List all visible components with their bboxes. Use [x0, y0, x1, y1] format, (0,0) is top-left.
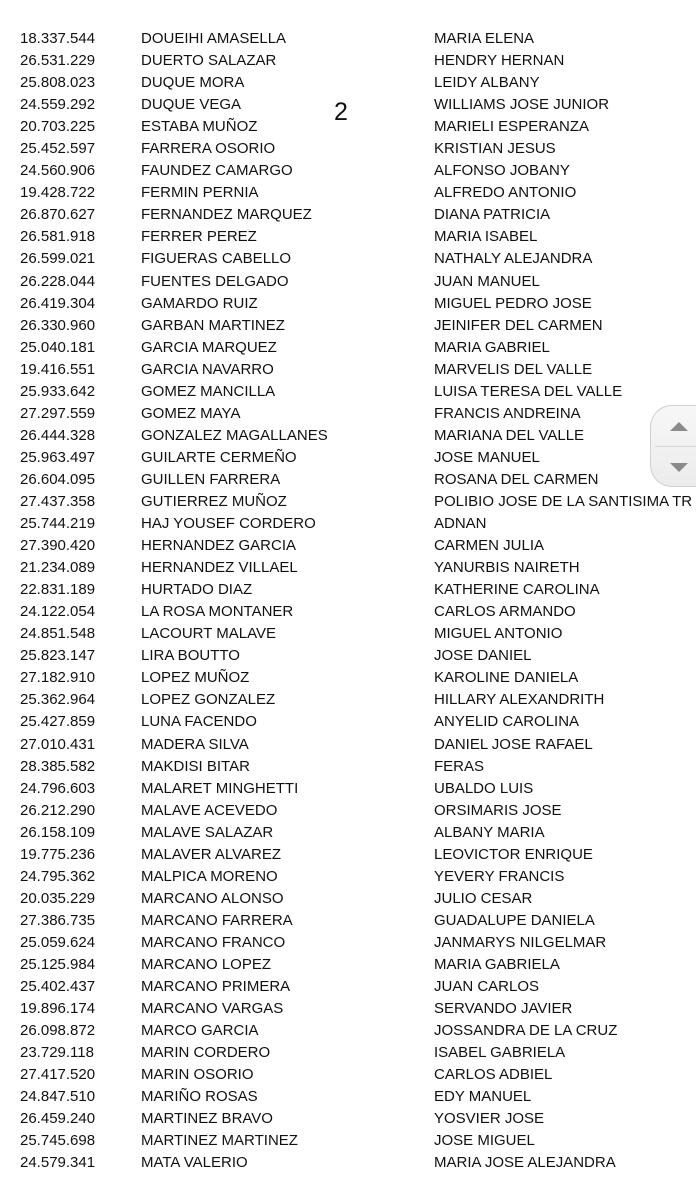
last-name: DUERTO SALAZAR: [141, 52, 277, 70]
last-name: MALARET MINGHETTI: [141, 779, 299, 797]
list-row: [0, 976, 696, 998]
list-row: [0, 866, 696, 888]
id-number: 21.234.089: [20, 559, 96, 577]
first-name: YANURBIS NAIRETH: [434, 559, 580, 577]
id-number: 24.559.292: [20, 96, 96, 114]
list-row: [0, 491, 696, 513]
last-name: MATA VALERIO: [141, 1154, 248, 1172]
last-name: HAJ YOUSEF CORDERO: [141, 515, 316, 533]
id-number: 26.419.304: [20, 294, 96, 312]
first-name: JUAN MANUEL: [434, 272, 540, 290]
list-row: [0, 94, 696, 116]
first-name: JULIO CESAR: [434, 889, 533, 907]
last-name: GOMEZ MANCILLA: [141, 382, 276, 400]
list-row: [0, 822, 696, 844]
id-number: 25.059.624: [20, 933, 96, 951]
list-row: [0, 72, 696, 94]
list-row: [0, 1042, 696, 1064]
last-name: MARCANO PRIMERA: [141, 978, 291, 996]
list-row: [0, 844, 696, 866]
page-number: 2: [334, 98, 348, 126]
first-name: LEIDY ALBANY: [434, 74, 540, 92]
id-number: 27.182.910: [20, 669, 96, 687]
first-name: ANYELID CAROLINA: [434, 713, 580, 731]
last-name: DOUEIHI AMASELLA: [141, 30, 287, 47]
id-number: 19.775.236: [20, 845, 96, 863]
list-row: [0, 734, 696, 756]
last-name: MAKDISI BITAR: [141, 757, 250, 775]
first-name: KAROLINE DANIELA: [434, 669, 579, 687]
id-number: 25.452.597: [20, 140, 96, 158]
list-row: [0, 689, 696, 711]
last-name: LIRA BOUTTO: [141, 647, 240, 665]
first-name: KRISTIAN JESUS: [434, 140, 556, 158]
last-name: GAMARDO RUIZ: [141, 294, 258, 312]
last-name: GARCIA MARQUEZ: [141, 338, 277, 356]
last-name: GUILARTE CERMEÑO: [141, 448, 297, 466]
list-row: [0, 910, 696, 932]
list-row: [0, 711, 696, 733]
first-name: YEVERY FRANCIS: [434, 867, 565, 885]
list-row: [0, 579, 696, 601]
last-name: MARCANO VARGAS: [141, 1000, 284, 1018]
id-number: 24.847.510: [20, 1088, 96, 1106]
list-row: [0, 535, 696, 557]
list-row: [0, 315, 696, 337]
last-name: MARCO GARCIA: [141, 1022, 259, 1040]
list-row: [0, 623, 696, 645]
scroll-controls: [650, 405, 696, 487]
id-number: 24.122.054: [20, 603, 96, 621]
id-number: 26.212.290: [20, 801, 96, 819]
last-name: MARCANO FARRERA: [141, 911, 293, 929]
id-number: 25.427.859: [20, 713, 96, 731]
last-name: FARRERA OSORIO: [141, 140, 276, 158]
last-name: MALAVER ALVAREZ: [141, 845, 282, 863]
first-name: FERAS: [434, 757, 485, 775]
id-number: 26.228.044: [20, 272, 96, 290]
id-number: 27.390.420: [20, 537, 96, 555]
first-name: HILLARY ALEXANDRITH: [434, 691, 605, 709]
list-row: [0, 778, 696, 800]
last-name: HERNANDEZ GARCIA: [141, 537, 297, 555]
list-row: [0, 182, 696, 204]
list-row: [0, 138, 696, 160]
id-number: 26.330.960: [20, 316, 96, 334]
first-name: CARMEN JULIA: [434, 537, 545, 555]
last-name: MARCANO ALONSO: [141, 889, 284, 907]
id-number: 25.823.147: [20, 647, 96, 665]
id-number: 25.744.219: [20, 515, 96, 533]
first-name: UBALDO LUIS: [434, 779, 534, 797]
list-row: [0, 513, 696, 535]
last-name: HURTADO DIAZ: [141, 581, 253, 599]
last-name: HERNANDEZ VILLAEL: [141, 559, 298, 577]
last-name: GARBAN MARTINEZ: [141, 316, 285, 334]
first-name: MARIA ISABEL: [434, 228, 538, 246]
last-name: MARTINEZ MARTINEZ: [141, 1132, 298, 1150]
scroll-down-button[interactable]: [661, 450, 696, 486]
last-name: MADERA SILVA: [141, 735, 249, 753]
last-name: FERNANDEZ MARQUEZ: [141, 206, 312, 224]
first-name: MARIA ELENA: [434, 30, 535, 47]
list-row: [0, 226, 696, 248]
last-name: LACOURT MALAVE: [141, 625, 277, 643]
last-name: MALAVE SALAZAR: [141, 823, 274, 841]
last-name: FAUNDEZ CAMARGO: [141, 162, 293, 180]
list-row: [0, 557, 696, 579]
id-number: 20.035.229: [20, 889, 96, 907]
list-row: [0, 1086, 696, 1108]
id-number: 26.599.021: [20, 250, 96, 268]
first-name: MARIANA DEL VALLE: [434, 426, 585, 444]
last-name: MARCANO FRANCO: [141, 933, 286, 951]
last-name: MALAVE ACEVEDO: [141, 801, 278, 819]
first-name: GUADALUPE DANIELA: [434, 911, 595, 929]
first-name: MARIA JOSE ALEJANDRA: [434, 1154, 616, 1172]
id-number: 24.560.906: [20, 162, 96, 180]
first-name: JANMARYS NILGELMAR: [434, 933, 607, 951]
id-number: 26.531.229: [20, 52, 96, 70]
list-row: [0, 359, 696, 381]
id-number: 25.040.181: [20, 338, 96, 356]
first-name: KATHERINE CAROLINA: [434, 581, 600, 599]
list-row: [0, 954, 696, 976]
id-number: 24.851.548: [20, 625, 96, 643]
id-number: 25.808.023: [20, 74, 96, 92]
last-name: GONZALEZ MAGALLANES: [141, 426, 328, 444]
list-row: [0, 469, 696, 491]
last-name: GUILLEN FARRERA: [141, 470, 281, 488]
first-name: HENDRY HERNAN: [434, 52, 565, 70]
first-name: MARIELI ESPERANZA: [434, 118, 590, 136]
last-name: FERRER PEREZ: [141, 228, 257, 246]
first-name: POLIBIO JOSE DE LA SANTISIMA TR: [434, 492, 693, 510]
id-number: 24.795.362: [20, 867, 96, 885]
id-number: 24.579.341: [20, 1154, 96, 1172]
scroll-up-button[interactable]: [661, 408, 696, 444]
last-name: MALPICA MORENO: [141, 867, 278, 885]
list-row: [0, 998, 696, 1020]
last-name: GUTIERREZ MUÑOZ: [141, 492, 287, 510]
first-name: ROSANA DEL CARMEN: [434, 470, 599, 488]
list-row: [0, 888, 696, 910]
list-row: [0, 271, 696, 293]
id-number: 26.459.240: [20, 1110, 96, 1128]
last-name: LOPEZ MUÑOZ: [141, 669, 250, 687]
last-name: MARTINEZ BRAVO: [141, 1110, 273, 1128]
last-name: DUQUE MORA: [141, 74, 245, 92]
list-row: [0, 1152, 696, 1174]
list-row: [0, 337, 696, 359]
id-number: 27.417.520: [20, 1066, 96, 1084]
list-row: [0, 248, 696, 270]
first-name: LUISA TERESA DEL VALLE: [434, 382, 623, 400]
list-row: [0, 1130, 696, 1152]
first-name: ALBANY MARIA: [434, 823, 545, 841]
chevron-up-icon: [668, 419, 690, 433]
id-number: 19.416.551: [20, 360, 96, 378]
list-row: [0, 932, 696, 954]
list-row: [0, 601, 696, 623]
first-name: NATHALY ALEJANDRA: [434, 250, 593, 268]
first-name: MIGUEL PEDRO JOSE: [434, 294, 592, 312]
last-name: MARCANO LOPEZ: [141, 955, 272, 973]
last-name: LUNA FACENDO: [141, 713, 257, 731]
first-name: CARLOS ARMANDO: [434, 603, 576, 621]
first-name: ORSIMARIS JOSE: [434, 801, 562, 819]
first-name: MIGUEL ANTONIO: [434, 625, 563, 643]
first-name: MARVELIS DEL VALLE: [434, 360, 593, 378]
first-name: LEOVICTOR ENRIQUE: [434, 845, 593, 863]
first-name: YOSVIER JOSE: [434, 1110, 545, 1128]
id-number: 26.158.109: [20, 823, 96, 841]
last-name: LA ROSA MONTANER: [141, 603, 294, 621]
chevron-down-icon: [668, 461, 690, 475]
list-row: [0, 447, 696, 469]
list-row: [0, 1064, 696, 1086]
first-name: WILLIAMS JOSE JUNIOR: [434, 96, 610, 114]
first-name: ADNAN: [434, 515, 487, 533]
id-number: 27.437.358: [20, 492, 96, 510]
first-name: JOSE MIGUEL: [434, 1132, 535, 1150]
list-row: [0, 403, 696, 425]
first-name: SERVANDO JAVIER: [434, 1000, 573, 1018]
first-name: JOSE MANUEL: [434, 448, 540, 466]
first-name: MARIA GABRIEL: [434, 338, 550, 356]
last-name: GOMEZ MAYA: [141, 404, 241, 422]
id-number: 25.402.437: [20, 978, 96, 996]
last-name: LOPEZ GONZALEZ: [141, 691, 276, 709]
list-row: [0, 116, 696, 138]
first-name: ISABEL GABRIELA: [434, 1044, 566, 1062]
first-name: DANIEL JOSE RAFAEL: [434, 735, 593, 753]
last-name: GARCIA NAVARRO: [141, 360, 274, 378]
first-name: ALFONSO JOBANY: [434, 162, 570, 180]
first-name: JUAN CARLOS: [434, 978, 540, 996]
last-name: MARIÑO ROSAS: [141, 1088, 258, 1106]
id-number: 19.428.722: [20, 184, 96, 202]
last-name: MARIN OSORIO: [141, 1066, 254, 1084]
first-name: JEINIFER DEL CARMEN: [434, 316, 603, 334]
list-row: [0, 160, 696, 182]
first-name: CARLOS ADBIEL: [434, 1066, 553, 1084]
id-number: 28.385.582: [20, 757, 96, 775]
list-row: [0, 756, 696, 778]
last-name: MARIN CORDERO: [141, 1044, 271, 1062]
student-list: [0, 28, 696, 1174]
list-row: [0, 800, 696, 822]
id-number: 22.831.189: [20, 581, 96, 599]
list-row: [0, 425, 696, 447]
last-name: ESTABA MUÑOZ: [141, 118, 258, 136]
last-name: DUQUE VEGA: [141, 96, 242, 114]
id-number: 26.098.872: [20, 1022, 96, 1040]
id-number: 24.796.603: [20, 779, 96, 797]
list-row: [0, 1020, 696, 1042]
id-number: 25.745.698: [20, 1132, 96, 1150]
id-number: 19.896.174: [20, 1000, 96, 1018]
list-row: [0, 1108, 696, 1130]
scroll-divider: [655, 446, 696, 447]
id-number: 25.933.642: [20, 382, 96, 400]
first-name: DIANA PATRICIA: [434, 206, 551, 224]
id-number: 18.337.544: [20, 30, 96, 47]
list-row: [0, 293, 696, 315]
last-name: FERMIN PERNIA: [141, 184, 259, 202]
id-number: 27.386.735: [20, 911, 96, 929]
first-name: FRANCIS ANDREINA: [434, 404, 581, 422]
id-number: 27.010.431: [20, 735, 96, 753]
id-number: 25.963.497: [20, 448, 96, 466]
id-number: 25.125.984: [20, 955, 96, 973]
list-row: [0, 28, 696, 50]
id-number: 26.604.095: [20, 470, 96, 488]
list-row: [0, 204, 696, 226]
list-row: [0, 381, 696, 403]
first-name: MARIA GABRIELA: [434, 955, 560, 973]
id-number: 23.729.118: [20, 1044, 94, 1062]
first-name: ALFREDO ANTONIO: [434, 184, 577, 202]
id-number: 27.297.559: [20, 404, 96, 422]
last-name: FUENTES DELGADO: [141, 272, 289, 290]
list-row: [0, 667, 696, 689]
id-number: 26.870.627: [20, 206, 96, 224]
id-number: 25.362.964: [20, 691, 96, 709]
list-row: [0, 645, 696, 667]
id-number: 20.703.225: [20, 118, 96, 136]
last-name: FIGUERAS CABELLO: [141, 250, 292, 268]
first-name: JOSSANDRA DE LA CRUZ: [434, 1022, 618, 1040]
first-name: EDY MANUEL: [434, 1088, 532, 1106]
list-row: [0, 50, 696, 72]
id-number: 26.581.918: [20, 228, 96, 246]
first-name: JOSE DANIEL: [434, 647, 532, 665]
id-number: 26.444.328: [20, 426, 96, 444]
